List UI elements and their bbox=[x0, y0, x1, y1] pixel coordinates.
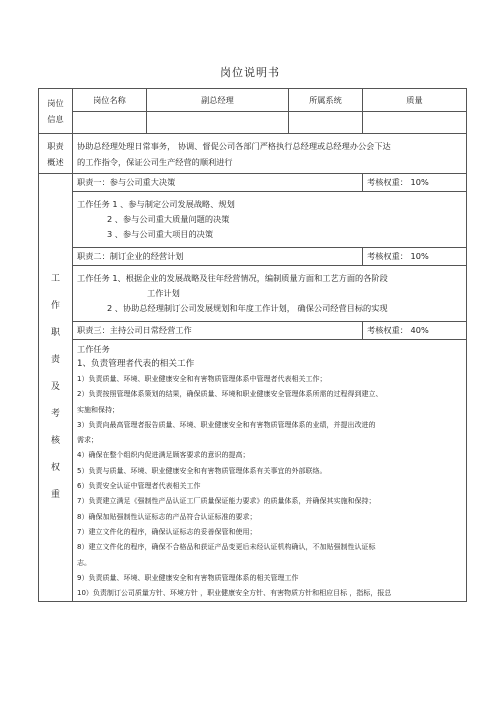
duty-row bbox=[39, 322, 467, 340]
duty-weight: 考核权重： 40% bbox=[363, 322, 467, 340]
task-line: 9）负责质量、环境、职业健康安全和有害物质管理体系的相关管理工作 bbox=[77, 573, 299, 582]
task-line: 8）确保加贴强制性认证标志的产品符合认证标准的要求； bbox=[77, 512, 257, 521]
task-line: 工作任务 1 、参与制定公司发展战略、规划 bbox=[77, 199, 235, 209]
position-info-row bbox=[39, 89, 467, 112]
task-line: 6）负责安全认证中管理者代表相关工作 bbox=[77, 482, 201, 491]
position-info-label: 岗位 信息 bbox=[39, 89, 73, 134]
task-line: 3 、参与公司重大项目的决策 bbox=[107, 229, 214, 239]
task-line: 工作任务 1、根据企业的发展战略及往年经营情况，编制质量方面和工艺方面的各阶段 bbox=[77, 273, 388, 283]
task-line: 工作计划 bbox=[147, 288, 180, 298]
overview-label: 职责 概述 bbox=[39, 134, 73, 174]
duty-weight: 考核权重： 10% bbox=[363, 174, 467, 192]
task-line: 8）建立文件化的程序，确保不合格品和获证产品变更后未经认证机构确认，不加贴强制性认证标 bbox=[77, 543, 376, 552]
task-line: 10）负责制订公司质量方针、环境方针 ，职业健康安全方针、有害物质方针和相应目标 ，指标，报总 bbox=[77, 589, 392, 598]
task-line: 2 、参与公司重大质量问题的决策 bbox=[107, 214, 230, 224]
task-line: 需求； bbox=[77, 436, 98, 445]
duty-title: 职责三：主持公司日常经营工作 bbox=[73, 322, 363, 340]
system-value: 质量 bbox=[363, 89, 467, 112]
duty-title: 职责二：制订企业的经营计划 bbox=[73, 248, 363, 266]
task-line: 7）建立文件化的程序，确保认证标志的妥善保管和使用； bbox=[77, 527, 257, 536]
task-line: 2）负责按照管理体系策划的结果，确保质量、环境和职业健康安全管理体系所需的过程得到建立、 bbox=[77, 390, 383, 399]
task-line: 5）负责与质量、环境、职业健康安全和有害物质管理体系有关事宜的外部联络。 bbox=[77, 466, 327, 475]
task-line: 4）确保在整个组织内促进满足顾客要求的意识的提高； bbox=[77, 451, 250, 460]
task-line: 实施和保持； bbox=[77, 405, 119, 414]
duty-row bbox=[39, 174, 467, 192]
duty-row bbox=[39, 248, 467, 266]
position-info-blank-row bbox=[39, 112, 467, 134]
tasks-heading: 工作任务 bbox=[77, 344, 110, 354]
task-line: 志。 bbox=[77, 558, 91, 567]
task-line: 2 、协助总经理制订公司发展规划和年度工作计划， 确保公司经营目标的实现 bbox=[107, 303, 388, 313]
duty-tasks-row bbox=[39, 266, 467, 322]
duty-title: 职责一：参与公司重大决策 bbox=[73, 174, 363, 192]
position-name-label: 岗位名称 bbox=[73, 89, 147, 112]
duty-weight: 考核权重： 10% bbox=[363, 248, 467, 266]
duty-tasks bbox=[73, 340, 467, 602]
duty-tasks bbox=[73, 266, 467, 322]
task-line: 1）负责质量、环境、职业健康安全和有害物质管理体系中管理者代表相关工作； bbox=[77, 375, 327, 383]
position-name-value: 副总经理 bbox=[147, 89, 289, 112]
task-line: 3）负责向最高管理者报告质量、环境、职业健康安全和有害物质管理体系的业绩，并提出改进的 bbox=[77, 420, 376, 429]
task-list bbox=[77, 372, 462, 601]
overview-row bbox=[39, 134, 467, 174]
job-description-table bbox=[38, 88, 467, 602]
task-subheading: 1、负责管理者代表的相关工作 bbox=[77, 359, 195, 369]
system-label: 所属系统 bbox=[289, 89, 363, 112]
duty-tasks-row bbox=[39, 192, 467, 248]
duty-tasks bbox=[73, 192, 467, 248]
document-title: 岗位说明书 bbox=[220, 66, 280, 79]
task-line: 7）负责建立满足《强制性产品认证工厂质量保证能力要求》的质量体系，并确保其实施和保持； bbox=[77, 497, 376, 506]
overview-text: 协助总经理处理日常事务， 协调、督促公司各部门严格执行总经理或总经理办公会下达 的工作指令，保证公司生产经营的顺利进行 bbox=[73, 134, 467, 174]
weight-section-label: 工 作 职 责 及 考 核 权 重 bbox=[39, 174, 73, 602]
duty-tasks-row bbox=[39, 340, 467, 602]
